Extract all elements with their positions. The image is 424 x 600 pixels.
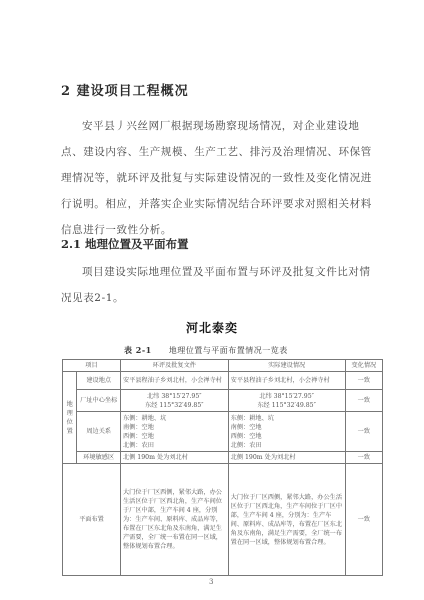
header-item: 项目 [63, 360, 121, 372]
subsection-paragraph: 项目建设实际地理位置及平面布置与环评及批复文件比对情况见表2-1。 [61, 266, 371, 304]
row-label: 平面布置 [63, 464, 121, 576]
row-actual: 安平县程油子乡刘北村，小会禅寺村 [228, 372, 345, 390]
row-actual: 北纬 38°15′27.95″ 东经 115°32′49.85″ [228, 390, 345, 412]
row-change: 一致 [345, 372, 382, 390]
location-layout-table [62, 359, 383, 576]
row-label: 周边关系 [77, 412, 120, 452]
table-caption [124, 345, 288, 356]
row-label: 环境敏感区 [77, 452, 120, 464]
row-eia: 北侧 190m 处为刘北村 [120, 452, 228, 464]
row-actual: 东侧：耕地、坑 南侧：空地 西侧：空地 北侧：农田 [228, 412, 345, 452]
row-change: 一致 [345, 412, 382, 452]
table-row [63, 464, 383, 576]
table-header-row [63, 360, 383, 372]
table-row [63, 372, 383, 390]
row-actual: 大门位于厂区西侧，紧邻大路，办公生活区位于厂区西北角，生产车间位于厂区中部，生产车间 4 座，分别为：生产车间、原料库、成品库等，布置在厂区东北角及东南角，满足生产需要，全厂统一布置在同一区域，整体规划布置合理。 [228, 464, 345, 576]
row-label: 厂址中心坐标 [77, 390, 120, 412]
page-number: 3 [209, 578, 214, 586]
row-actual: 北侧 190m 处为刘北村 [228, 452, 345, 464]
table-row [63, 412, 383, 452]
header-eia: 环评及批复文件 [120, 360, 228, 372]
table-row [63, 390, 383, 412]
row-change: 一致 [345, 452, 382, 464]
header-actual: 实际建设情况 [228, 360, 345, 372]
row-change: 一致 [345, 390, 382, 412]
row-eia: 北纬 38°15′27.95″ 东经 115°32′49.85″ [120, 390, 228, 412]
row-change: 一致 [345, 464, 382, 576]
group-label: 地理位置 [63, 372, 77, 464]
company-stamp: 河北泰奕 [186, 321, 239, 335]
header-change: 变化情况 [345, 360, 382, 372]
section-title: 2 建设项目工程概况 [61, 84, 189, 99]
table-number: 表 2-1 [124, 345, 152, 355]
row-eia: 安平县程油子乡刘北村，小会禅寺村 [120, 372, 228, 390]
table-title: 地理位置与平面布置情况一览表 [168, 346, 288, 355]
table-row [63, 452, 383, 464]
intro-paragraph: 安平县丿兴丝网厂根据现场勘察现场情况，对企业建设地点、建设内容、生产规模、生产工艺、排污及治理情况、环保管理情况等，就环评及批复与实际建设情况的一致性及变化情况进行说明。相应，并落实企业实际情况结合环评要求对照相关材料信息进行一致性分析。 [61, 120, 372, 236]
row-eia: 大门位于厂区西侧，紧邻大路，办公生活区位于厂区西北角，生产车间位于厂区中部，生产车间 4 座，分别为：生产车间、原料库、成品库等，布置在厂区东北角及东南角，满足生产需要，全厂统一布置在同一区域，整体规划布置合理。 [120, 464, 228, 576]
subsection-title: 2.1 地理位置及平面布置 [61, 237, 189, 251]
row-label: 建设地点 [77, 372, 120, 390]
row-eia: 东侧：耕地、坑 南侧：空地 西侧：空地 北侧：农田 [120, 412, 228, 452]
